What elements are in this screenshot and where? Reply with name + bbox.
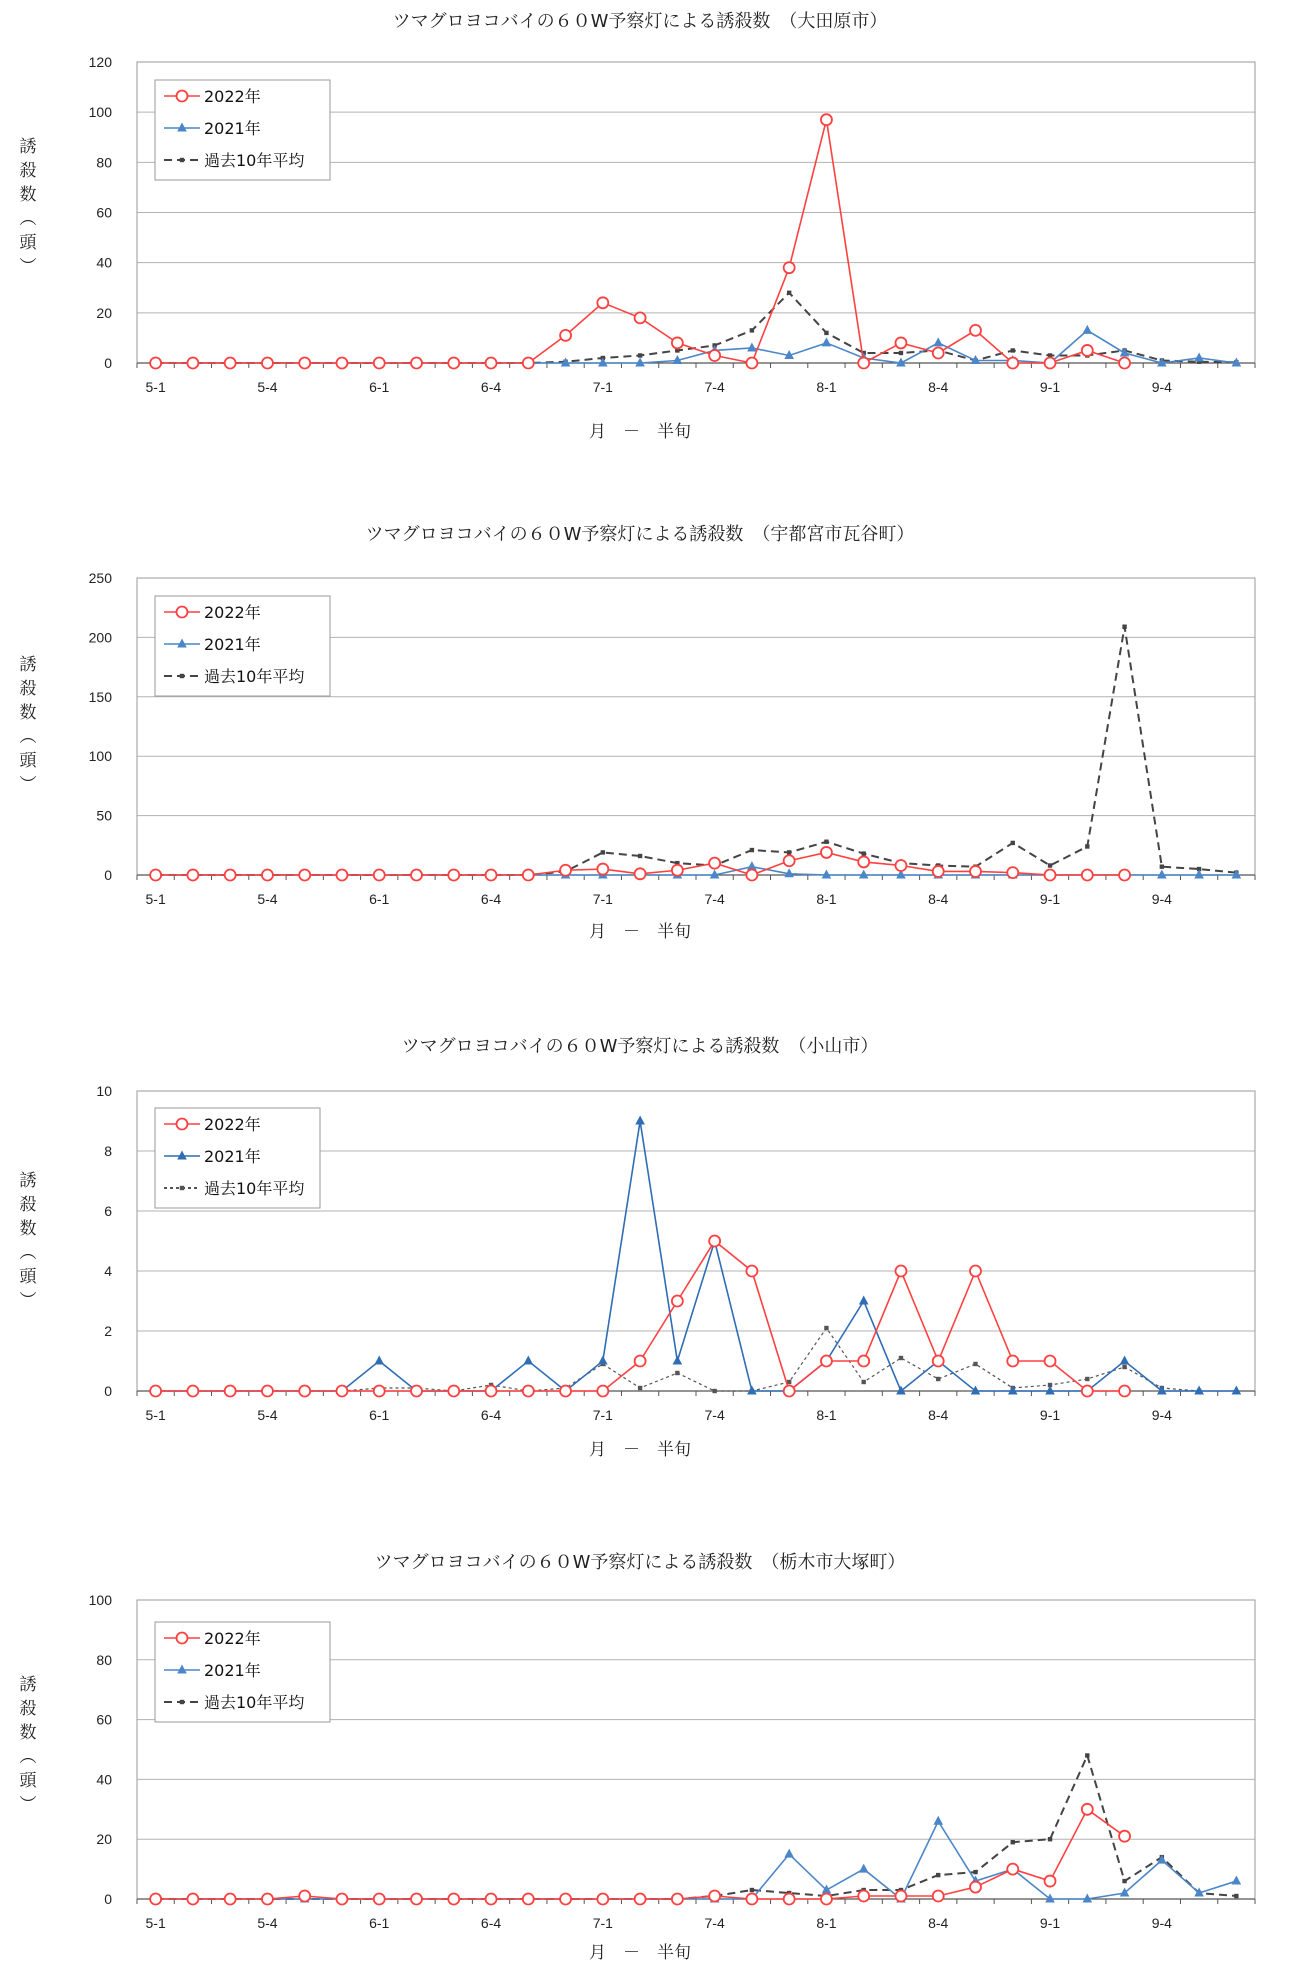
data-point-2022 (262, 358, 273, 369)
data-point-2022 (262, 870, 273, 881)
data-point-2022 (448, 1894, 459, 1905)
x-axis-label: 月 － 半旬 (589, 922, 691, 942)
data-point-average (712, 1389, 716, 1393)
data-point-2022 (336, 870, 347, 881)
x-tick-label: 5-1 (145, 379, 166, 395)
data-point-2022 (560, 330, 571, 341)
data-point-2022 (821, 114, 832, 125)
x-tick-label: 9-1 (1039, 891, 1061, 907)
data-point-2022 (374, 870, 385, 881)
data-point-average (1048, 863, 1052, 867)
data-point-2022 (187, 358, 198, 369)
y-tick-label: 20 (96, 304, 112, 321)
data-point-2022 (709, 350, 720, 361)
data-point-average (638, 854, 642, 858)
data-point-2022 (597, 297, 608, 308)
data-point-average (750, 848, 754, 852)
data-point-average (824, 840, 828, 844)
x-tick-label: 6-1 (369, 1915, 390, 1931)
data-point-2021 (1083, 325, 1093, 334)
data-point-2021 (1194, 870, 1204, 879)
y-tick-label: 100 (88, 104, 112, 121)
x-tick-label: 7-1 (592, 1407, 613, 1423)
chart-svg-tochigi (0, 1538, 1305, 1987)
data-point-2021 (1232, 1876, 1242, 1885)
data-point-2022 (187, 1386, 198, 1397)
data-point-average (675, 1371, 679, 1375)
x-tick-label: 9-1 (1039, 1915, 1061, 1931)
legend-marker (180, 158, 184, 162)
data-point-average (1160, 864, 1164, 868)
data-point-2022 (858, 856, 869, 867)
y-tick-label: 100 (88, 1592, 112, 1608)
data-point-2022 (1082, 1804, 1093, 1815)
data-point-2022 (858, 1356, 869, 1367)
data-point-2022 (672, 1296, 683, 1307)
x-tick-label: 8-4 (928, 1915, 949, 1931)
x-tick-label: 9-1 (1039, 1407, 1061, 1423)
x-tick-label: 7-4 (704, 379, 725, 395)
x-tick-label: 7-4 (704, 1407, 725, 1423)
data-point-2022 (821, 1894, 832, 1905)
x-tick-label: 7-4 (704, 891, 725, 907)
y-tick-label: 10 (96, 1083, 112, 1099)
data-point-average (601, 850, 605, 854)
data-point-average (936, 1377, 940, 1381)
x-tick-label: 8-4 (928, 1407, 949, 1423)
y-tick-label: 6 (104, 1203, 112, 1219)
data-point-2021 (859, 1296, 869, 1305)
data-point-2022 (486, 1386, 497, 1397)
chart-title: ツマグロヨコバイの６０W予察灯による誘殺数 （小山市） (401, 1036, 879, 1057)
data-point-average (824, 331, 828, 335)
data-point-2021 (1157, 870, 1167, 879)
chart-panel-utsunomiya (0, 512, 1305, 972)
chart-title: ツマグロヨコバイの６０W予察灯による誘殺数 （栃木市大塚町） (374, 1552, 906, 1573)
x-tick-label: 6-4 (480, 1915, 502, 1931)
data-point-average (899, 1356, 903, 1360)
data-point-2021 (598, 1356, 608, 1365)
data-point-2022 (187, 870, 198, 881)
data-point-2022 (858, 1891, 869, 1902)
x-tick-label: 6-4 (480, 891, 502, 907)
data-point-2022 (374, 1894, 385, 1905)
data-point-average (862, 851, 866, 855)
x-tick-label: 5-1 (145, 1407, 166, 1423)
x-tick-label: 9-4 (1151, 891, 1172, 907)
data-point-2021 (1232, 870, 1242, 879)
legend-label: 過去10年平均 (204, 151, 305, 170)
data-point-average (936, 1873, 940, 1877)
y-tick-label: 2 (104, 1323, 112, 1339)
x-tick-label: 5-1 (145, 891, 166, 907)
data-point-2022 (299, 870, 310, 881)
data-point-2021 (1157, 1386, 1167, 1395)
data-point-2022 (448, 1386, 459, 1397)
data-point-2022 (486, 358, 497, 369)
legend-label: 過去10年平均 (204, 1179, 305, 1198)
y-axis-label: 誘殺数︵頭︶ (19, 137, 37, 277)
x-tick-label: 5-4 (257, 379, 278, 395)
data-point-2022 (746, 1894, 757, 1905)
x-tick-label: 6-1 (369, 891, 390, 907)
data-point-2021 (374, 1356, 384, 1365)
data-point-2022 (262, 1386, 273, 1397)
data-point-average (973, 1362, 977, 1366)
legend (155, 1622, 330, 1722)
data-point-2021 (1045, 1894, 1055, 1903)
chart-svg-utsunomiya (0, 512, 1305, 972)
chart-panel-ohtawara (0, 0, 1305, 460)
data-point-2022 (1007, 1356, 1018, 1367)
data-point-average (1122, 625, 1126, 629)
data-point-2022 (560, 865, 571, 876)
data-point-2022 (374, 1386, 385, 1397)
data-point-2022 (1082, 1386, 1093, 1397)
y-tick-label: 120 (88, 54, 112, 70)
data-point-2022 (523, 870, 534, 881)
series-line (156, 1755, 1237, 1899)
data-point-average (1048, 1837, 1052, 1841)
y-tick-label: 0 (104, 867, 112, 883)
y-tick-label: 200 (88, 629, 112, 646)
data-point-2022 (970, 1882, 981, 1893)
data-point-2022 (784, 262, 795, 273)
series-line (156, 1241, 1125, 1391)
data-point-2022 (635, 868, 646, 879)
data-point-average (973, 1870, 977, 1874)
data-point-2022 (709, 858, 720, 869)
data-point-2022 (970, 866, 981, 877)
y-tick-label: 250 (88, 570, 112, 586)
x-tick-label: 5-4 (257, 891, 278, 907)
data-point-2022 (933, 1891, 944, 1902)
data-point-2022 (262, 1894, 273, 1905)
data-point-2022 (895, 860, 906, 871)
data-point-average (1085, 844, 1089, 848)
data-point-2022 (1007, 358, 1018, 369)
data-point-average (750, 328, 754, 332)
x-tick-label: 5-1 (145, 1915, 166, 1931)
data-point-average (750, 1888, 754, 1892)
data-point-2022 (150, 1386, 161, 1397)
data-point-2022 (448, 358, 459, 369)
data-point-2022 (411, 358, 422, 369)
series-line (156, 330, 1237, 363)
data-point-average (1085, 1753, 1089, 1757)
legend-label: 2021年 (204, 1661, 261, 1680)
legend-marker (177, 1633, 188, 1644)
data-point-2022 (970, 1266, 981, 1277)
data-point-2022 (672, 865, 683, 876)
data-point-2022 (336, 1386, 347, 1397)
data-point-2021 (859, 1864, 869, 1873)
data-point-2022 (187, 1894, 198, 1905)
data-point-2022 (299, 358, 310, 369)
data-point-2022 (1045, 1356, 1056, 1367)
y-axis-label: 誘殺数︵頭︶ (19, 655, 37, 795)
data-point-2021 (747, 1386, 757, 1395)
data-point-2021 (822, 337, 832, 346)
x-tick-label: 8-1 (816, 1915, 837, 1931)
y-tick-label: 4 (104, 1263, 112, 1279)
data-point-2021 (933, 337, 943, 346)
y-tick-label: 100 (88, 748, 112, 765)
data-point-2022 (746, 1266, 757, 1277)
data-point-2022 (1119, 1386, 1130, 1397)
data-point-average (1122, 1879, 1126, 1883)
data-point-2022 (709, 1236, 720, 1247)
y-tick-label: 80 (96, 154, 112, 171)
data-point-2022 (1045, 870, 1056, 881)
y-tick-label: 80 (96, 1651, 112, 1668)
data-point-2022 (486, 1894, 497, 1905)
data-point-average (1234, 1894, 1238, 1898)
data-point-2022 (299, 1386, 310, 1397)
data-point-2022 (1119, 1831, 1130, 1842)
y-axis-label: 誘殺数︵頭︶ (19, 1675, 37, 1815)
data-point-2022 (933, 347, 944, 358)
data-point-2022 (225, 1386, 236, 1397)
data-point-2022 (523, 358, 534, 369)
legend-marker (177, 91, 188, 102)
y-tick-label: 150 (88, 688, 112, 705)
data-point-average (899, 351, 903, 355)
x-tick-label: 7-1 (592, 891, 613, 907)
x-tick-label: 9-4 (1151, 1407, 1172, 1423)
data-point-2022 (858, 358, 869, 369)
data-point-2022 (672, 1894, 683, 1905)
y-tick-label: 60 (96, 204, 112, 221)
data-point-2022 (597, 1386, 608, 1397)
x-axis-label: 月 － 半旬 (589, 1440, 691, 1460)
x-tick-label: 5-4 (257, 1915, 278, 1931)
data-point-2022 (1045, 1876, 1056, 1887)
data-point-2022 (635, 1356, 646, 1367)
data-point-average (1085, 1377, 1089, 1381)
x-axis-label: 月 － 半旬 (589, 1943, 691, 1963)
data-point-2022 (784, 855, 795, 866)
data-point-2022 (821, 847, 832, 858)
data-point-2022 (523, 1386, 534, 1397)
data-point-2022 (336, 1894, 347, 1905)
chart-panel-tochigi (0, 1538, 1305, 1987)
data-point-2022 (1007, 1864, 1018, 1875)
legend-label: 過去10年平均 (204, 1693, 305, 1712)
legend-label: 2021年 (204, 119, 261, 138)
data-point-average (1011, 841, 1015, 845)
data-point-average (787, 850, 791, 854)
x-tick-label: 6-4 (480, 379, 502, 395)
y-tick-label: 60 (96, 1711, 112, 1728)
data-point-2021 (971, 1386, 981, 1395)
x-tick-label: 8-4 (928, 891, 949, 907)
data-point-2022 (1082, 345, 1093, 356)
chart-svg-oyama (0, 1024, 1305, 1484)
series-line (156, 293, 1237, 363)
y-tick-label: 50 (96, 807, 112, 824)
data-point-2022 (560, 1894, 571, 1905)
data-point-average (824, 1326, 828, 1330)
x-axis-label: 月 － 半旬 (589, 422, 691, 442)
data-point-average (862, 1380, 866, 1384)
legend-label: 2022年 (204, 603, 261, 622)
data-point-2022 (225, 1894, 236, 1905)
legend-marker (177, 607, 188, 618)
data-point-2021 (1232, 1386, 1242, 1395)
x-tick-label: 9-1 (1039, 379, 1061, 395)
data-point-2022 (225, 358, 236, 369)
data-point-2022 (336, 358, 347, 369)
x-tick-label: 6-4 (480, 1407, 502, 1423)
data-point-2022 (784, 1386, 795, 1397)
data-point-2022 (448, 870, 459, 881)
data-point-2022 (374, 358, 385, 369)
data-point-2021 (1120, 1888, 1130, 1897)
legend-marker (180, 1186, 184, 1190)
data-point-2021 (673, 1356, 683, 1365)
data-point-2022 (635, 312, 646, 323)
data-point-2022 (709, 1891, 720, 1902)
legend-label: 過去10年平均 (204, 667, 305, 686)
x-tick-label: 7-1 (592, 379, 613, 395)
data-point-2022 (150, 358, 161, 369)
data-point-2022 (672, 337, 683, 348)
data-point-2021 (859, 870, 869, 879)
data-point-2021 (1194, 1386, 1204, 1395)
data-point-2022 (1007, 867, 1018, 878)
data-point-average (638, 353, 642, 357)
x-tick-label: 8-1 (816, 1407, 837, 1423)
data-point-average (787, 291, 791, 295)
data-point-2022 (1082, 870, 1093, 881)
legend-marker (180, 1700, 184, 1704)
y-axis-label: 誘殺数︵頭︶ (19, 1171, 37, 1311)
series-line (156, 867, 1237, 875)
data-point-2021 (635, 1116, 645, 1125)
legend (155, 596, 330, 696)
data-point-2022 (933, 1356, 944, 1367)
data-point-2022 (895, 1266, 906, 1277)
x-tick-label: 8-1 (816, 891, 837, 907)
data-point-average (1011, 1840, 1015, 1844)
data-point-2022 (895, 1891, 906, 1902)
chart-svg-ohtawara (0, 0, 1305, 460)
y-tick-label: 20 (96, 1831, 112, 1848)
y-tick-label: 8 (104, 1143, 112, 1159)
legend-marker (177, 1119, 188, 1130)
data-point-2022 (895, 337, 906, 348)
legend-marker (180, 674, 184, 678)
legend-label: 2021年 (204, 635, 261, 654)
data-point-2022 (225, 870, 236, 881)
data-point-2021 (822, 870, 832, 879)
y-tick-label: 40 (96, 1771, 112, 1788)
data-point-2022 (746, 870, 757, 881)
data-point-2021 (1008, 1386, 1018, 1395)
data-point-2022 (784, 1894, 795, 1905)
x-tick-label: 9-4 (1151, 379, 1172, 395)
data-point-2022 (597, 864, 608, 875)
data-point-2022 (821, 1356, 832, 1367)
legend (155, 1108, 320, 1208)
x-tick-label: 5-4 (257, 1407, 278, 1423)
chart-title: ツマグロヨコバイの６０W予察灯による誘殺数 （宇都宮市瓦谷町） (365, 524, 915, 545)
data-point-2022 (411, 1894, 422, 1905)
y-tick-label: 0 (104, 355, 112, 371)
legend-label: 2022年 (204, 1629, 261, 1648)
data-point-2021 (784, 1849, 794, 1858)
x-tick-label: 6-1 (369, 379, 390, 395)
data-point-2022 (933, 866, 944, 877)
data-point-2021 (747, 342, 757, 351)
x-tick-label: 7-1 (592, 1915, 613, 1931)
data-point-2021 (1045, 1386, 1055, 1395)
legend-label: 2022年 (204, 1115, 261, 1134)
y-tick-label: 0 (104, 1383, 112, 1399)
y-tick-label: 40 (96, 254, 112, 271)
data-point-2022 (299, 1891, 310, 1902)
data-point-2022 (635, 1894, 646, 1905)
data-point-2022 (486, 870, 497, 881)
data-point-2022 (150, 870, 161, 881)
legend-label: 2022年 (204, 87, 261, 106)
legend-label: 2021年 (204, 1147, 261, 1166)
chart-title: ツマグロヨコバイの６０W予察灯による誘殺数 （大田原市） (392, 11, 888, 32)
data-point-2021 (1120, 1356, 1130, 1365)
data-point-2021 (933, 1816, 943, 1825)
x-tick-label: 6-1 (369, 1407, 390, 1423)
x-tick-label: 9-4 (1151, 1915, 1172, 1931)
data-point-2022 (1119, 870, 1130, 881)
x-tick-label: 7-4 (704, 1915, 725, 1931)
data-point-2022 (411, 870, 422, 881)
chart-panel-oyama (0, 1024, 1305, 1484)
data-point-average (1122, 1365, 1126, 1369)
data-point-average (1011, 348, 1015, 352)
y-tick-label: 0 (104, 1891, 112, 1907)
data-point-2022 (560, 1386, 571, 1397)
data-point-2022 (970, 325, 981, 336)
data-point-2021 (896, 1386, 906, 1395)
data-point-2021 (524, 1356, 534, 1365)
data-point-2022 (597, 1894, 608, 1905)
data-point-2022 (1119, 358, 1130, 369)
data-point-2022 (746, 358, 757, 369)
data-point-average (638, 1386, 642, 1390)
legend (155, 80, 330, 180)
data-point-2022 (411, 1386, 422, 1397)
data-point-2022 (1045, 358, 1056, 369)
x-tick-label: 8-1 (816, 379, 837, 395)
data-point-2022 (523, 1894, 534, 1905)
data-point-2021 (1194, 352, 1204, 361)
x-tick-label: 8-4 (928, 379, 949, 395)
data-point-2022 (150, 1894, 161, 1905)
